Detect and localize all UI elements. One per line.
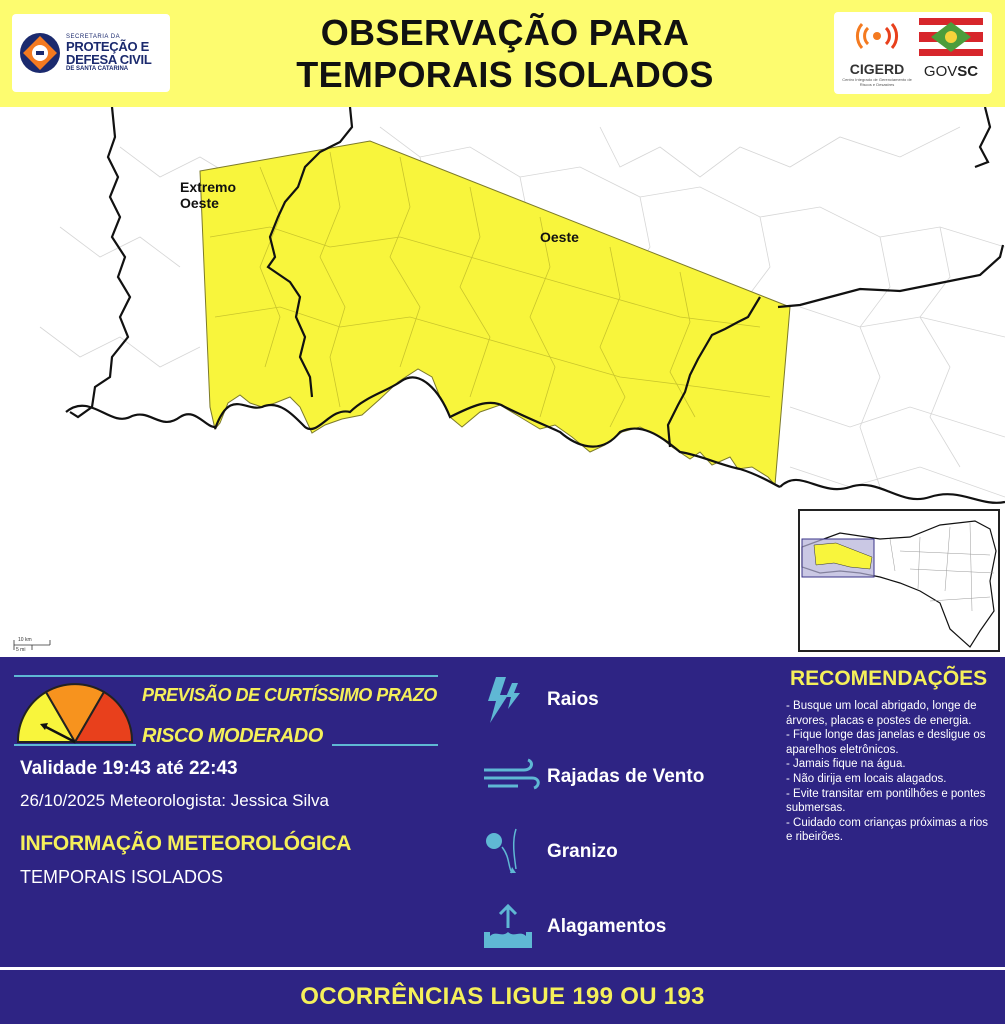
recommendations-list <box>786 699 992 845</box>
risk-gauge-icon <box>14 680 136 744</box>
region-label-extremo-oeste: Extremo Oeste <box>180 179 237 211</box>
hazard-rajadas <box>482 752 742 802</box>
hazard-alagamentos <box>482 902 742 952</box>
santa-catarina-outline <box>800 511 998 650</box>
cigerd-logo <box>842 18 912 90</box>
wind-gust-icon <box>482 752 542 802</box>
hazard-label-raios: Raios <box>547 689 599 710</box>
recommendation-item: - Busque um local abrigado, longe de árvores, placas e postes de energia. <box>786 700 977 727</box>
recommendation-item: - Jamais fique na água. <box>786 758 906 771</box>
header-bar <box>0 0 1005 107</box>
recommendation-item: - Cuidado com crianças próximas a rios e ribeirões. <box>786 816 988 844</box>
map-scale-bar <box>12 637 52 653</box>
logo-line-1: SECRETARIA DA <box>66 34 121 40</box>
cigerd-name: CIGERD <box>849 61 905 77</box>
hazard-raios <box>482 675 742 725</box>
lightning-icon <box>482 675 542 725</box>
hazard-granizo <box>482 827 742 877</box>
hazard-label-granizo: Granizo <box>547 841 618 862</box>
government-logos <box>834 12 992 94</box>
defesa-civil-emblem-icon <box>18 31 62 75</box>
title-line-2: TEMPORAIS ISOLADOS <box>296 54 714 95</box>
cigerd-subtitle: Centro Integrado de Gerenciamento de Riscos e Desastres <box>842 77 912 87</box>
info-title: INFORMAÇÃO METEOROLÓGICA <box>20 832 352 855</box>
forecast-type: PREVISÃO DE CURTÍSSIMO PRAZO <box>142 685 437 705</box>
hazard-label-rajadas: Rajadas de Vento <box>547 766 705 787</box>
title-line-1: OBSERVAÇÃO PARA <box>320 12 690 53</box>
govsc-name: GOVSC <box>923 63 979 80</box>
divider-risk <box>332 744 438 746</box>
logo-line-3: DEFESA CIVIL <box>66 52 152 67</box>
scale-km: 10 km <box>18 637 32 643</box>
alert-area-polygon <box>200 141 790 485</box>
recommendation-item: - Fique longe das janelas e desligue os aparelhos eletrônicos. <box>786 729 986 756</box>
region-label-oeste: Oeste <box>540 229 579 245</box>
date-meteorologist: 26/10/2025 Meteorologista: Jessica Silva <box>20 791 330 810</box>
risk-level: RISCO MODERADO <box>142 725 323 747</box>
defesa-civil-logo <box>12 14 170 92</box>
recommendations-title: RECOMENDAÇÕES <box>790 667 988 690</box>
hail-icon <box>482 827 542 877</box>
flooding-icon <box>482 902 542 952</box>
logo-line-4: DE SANTA CATARINA <box>66 66 129 72</box>
signal-waves-icon <box>854 18 900 54</box>
divider-gauge <box>14 744 136 746</box>
recommendation-item: - Não dirija em locais alagados. <box>786 772 947 785</box>
info-value: TEMPORAIS ISOLADOS <box>20 867 224 887</box>
scale-mi: 5 mi <box>16 647 26 653</box>
locator-inset-map <box>798 509 1000 652</box>
govsc-logo <box>916 18 986 90</box>
emergency-footer: OCORRÊNCIAS LIGUE 199 OU 193 <box>0 970 1005 1024</box>
alert-map <box>0 107 1005 657</box>
hazard-label-alagamentos: Alagamentos <box>547 916 667 937</box>
divider-top <box>14 675 438 677</box>
validity-window: Validade 19:43 até 22:43 <box>20 758 238 779</box>
sc-flag-icon <box>919 18 983 56</box>
logo-line-2: PROTEÇÃO E <box>66 39 149 54</box>
page-title <box>200 12 810 96</box>
recommendation-item: - Evite transitar em pontilhões e pontes submersas. <box>786 787 986 815</box>
